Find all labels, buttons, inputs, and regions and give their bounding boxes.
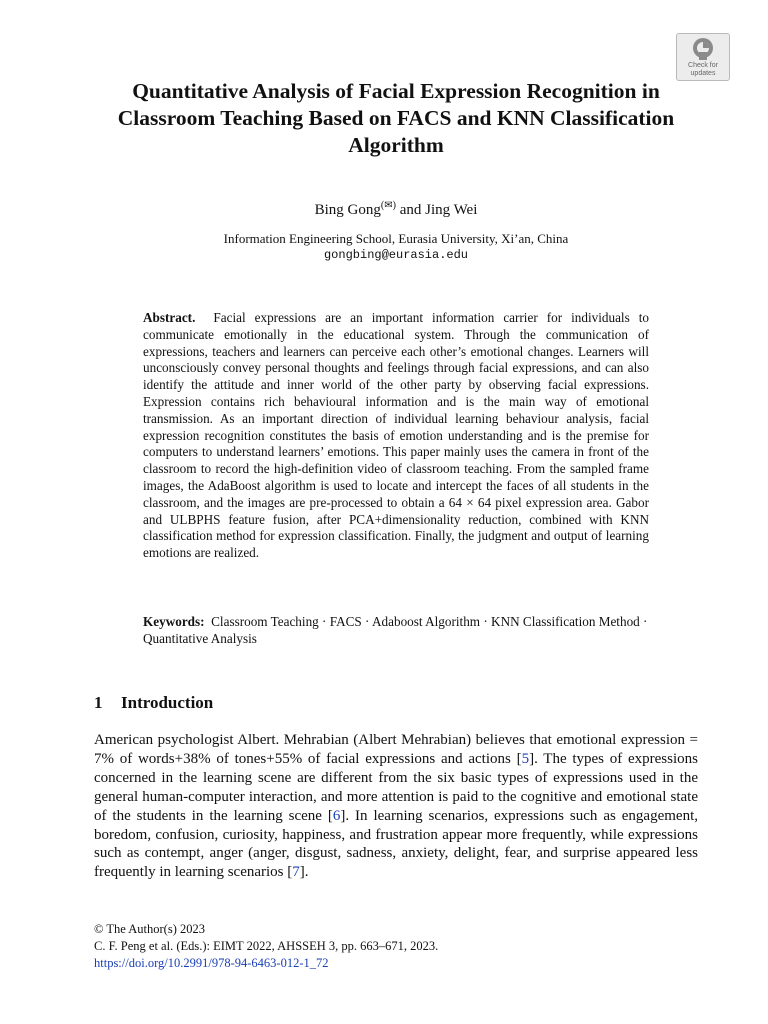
keywords xyxy=(143,614,649,648)
abstract-text: Facial expressions are an important information carrier for individuals to communicate emotionally in the educational system. Through the communication of expressions, teachers and learners can perceive each other’s emotional changes. Learners will unconsciously convey personal thoughts and feelings through facial expressions, and can also identify the attitude and inner world of the other party by observing facial expressions. Expression contains rich behavioural information and is the main way of emotional transmission. As an important direction of individual learning behaviour analysis, facial expression recognition constitutes the basis of emotion understanding and is the premise for computers to understand learners’ emotions. This paper mainly uses the camera in front of the classroom to record the high-definition video of classroom teaching. From the sampled frame images, the AdaBoost algorithm is used to locate and intercept the faces of all students in the classroom, and the images are pre-processed to obtain a 64 × 64 pixel expression area. Gabor and ULBPHS feature fusion, after PCA+dimensionality reduction, combined with KNN classification method for expression classification. Finally, the judgment and output of learning emotions are realized. xyxy=(143,310,649,561)
keywords-label: Keywords: xyxy=(143,614,205,629)
check-for-updates-badge[interactable] xyxy=(676,33,730,81)
doi-link[interactable]: https://doi.org/10.2991/978-94-6463-012-1_72 xyxy=(94,956,329,970)
keywords-text: Classroom Teaching · FACS · Adaboost Algorithm · KNN Classification Method · Quantitative Analysis xyxy=(143,614,648,646)
intro-text: ]. xyxy=(299,864,309,881)
author-name: Jing Wei xyxy=(425,202,478,218)
section-title: Introduction xyxy=(121,693,214,712)
badge-line2: updates xyxy=(690,70,716,77)
section-number: 1 xyxy=(94,693,103,712)
abstract-label: Abstract. xyxy=(143,310,196,325)
affiliation: Information Engineering School, Eurasia University, Xi’an, China xyxy=(223,231,569,246)
proceedings-citation: C. F. Peng et al. (Eds.): EIMT 2022, AHSSEH 3, pp. 663–671, 2023. xyxy=(94,939,439,953)
abstract xyxy=(143,310,649,562)
corresponding-author-mail-icon[interactable]: (✉) xyxy=(380,200,396,211)
intro-text: American psychologist Albert. Mehrabian (Albert Mehrabian) believes that emotional expression = 7% of words+38% of tones+55% of facial expressions and actions [ xyxy=(94,732,698,767)
intro-paragraph xyxy=(94,731,698,882)
author-list xyxy=(0,196,768,220)
intro-text: ]. The types of expressions concerned in the learning scene are different from the six basic types of expressions used in the general human-computer interaction, and more attention is paid to the cognitive and emotional state of the students in the learning scene [ xyxy=(94,750,698,824)
author-name: Bing Gong xyxy=(314,202,381,218)
citation-link[interactable]: 6 xyxy=(332,807,341,824)
citation-link[interactable]: 5 xyxy=(521,750,530,767)
section-heading xyxy=(94,692,213,714)
paper-title: Quantitative Analysis of Facial Expression Recognition in Classroom Teaching Based on FACS and KNN Classification Algorithm xyxy=(117,79,675,157)
citation-link[interactable]: 7 xyxy=(292,864,300,881)
footer xyxy=(94,921,438,972)
author-connector: and xyxy=(395,202,426,218)
badge-line1: Check for xyxy=(688,62,718,69)
author-email[interactable]: gongbing@eurasia.edu xyxy=(323,248,469,262)
check-updates-icon xyxy=(690,37,716,61)
affiliation-block xyxy=(0,230,768,264)
intro-text: ]. In learning scenarios, expressions such as engagement, boredom, confusion, curiosity, happiness, and frustration appear more frequently, while expressions such as contempt, anger (anger, disgust, sadness, anxiety, delight, fear, and surprise appeared less frequently in learning scenarios [ xyxy=(94,807,698,881)
copyright: © The Author(s) 2023 xyxy=(94,922,205,936)
